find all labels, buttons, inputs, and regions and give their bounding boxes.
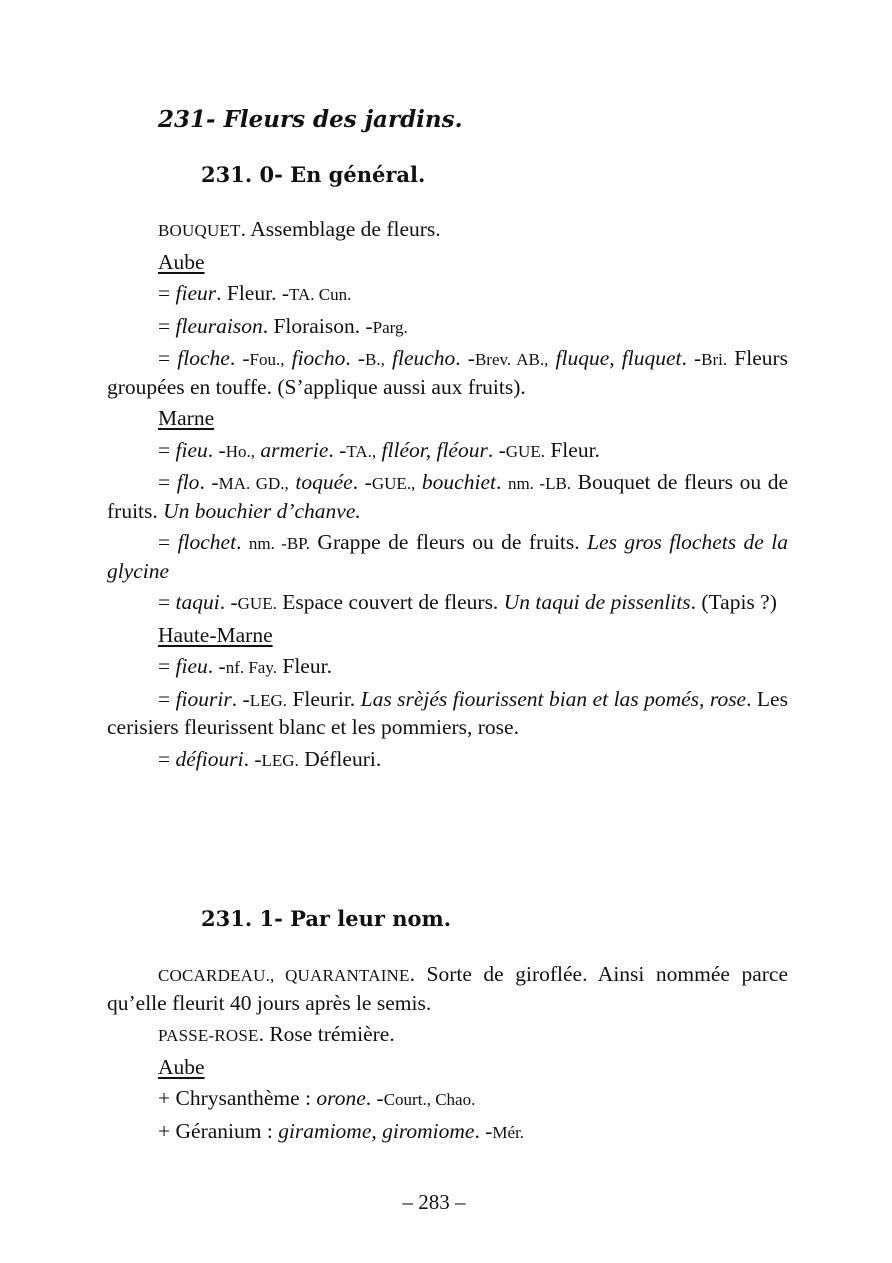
heading-1: 231- Fleurs des jardins. xyxy=(158,106,463,133)
entry-taqui: = taqui. -GUE. Espace couvert de fleurs. Un taqui de pissenlits. (Tapis ?) xyxy=(158,590,777,614)
entry-fieu-marne: = fieu. -Ho., armerie. -TA., flléor, fléour. -GUE. Fleur. xyxy=(158,437,600,462)
entry-chrysantheme: + Chrysanthème : orone. -Court., Chao. xyxy=(158,1086,476,1110)
entry-fieu-hm: = fieu. -nf. Fay. Fleur. xyxy=(158,654,332,678)
entry-flochet: = flochet. nm. -BP. Grappe de fleurs ou de fruits. Les gros flochets de la glycine xyxy=(107,530,788,583)
region-haute-marne: Haute-Marne xyxy=(158,622,273,647)
section-general xyxy=(107,216,788,774)
entry-flo: = flo. -MA. GD., toquée. -GUE., bouchiet. nm. -LB. Bouquet de fleurs ou de fruits. Un bouchier d’chanve. xyxy=(107,470,788,523)
entry-geranium: + Géranium : giramiome, giromiome. -Mér. xyxy=(158,1118,525,1143)
entry-passe-rose: PASSE-ROSE. Rose trémière. xyxy=(158,1022,395,1046)
heading-2-general: 231. 0- En général. xyxy=(201,162,426,187)
region-aube-2: Aube xyxy=(158,1054,205,1079)
entry-defiouri: = défiouri. -LEG. Défleuri. xyxy=(158,746,382,771)
entry-cocardeau: COCARDEAU., QUARANTAINE. Sorte de giroflée. Ainsi nommée parce qu’elle fleurit 40 jours après le semis. xyxy=(107,962,788,1015)
entry-fiourir: = fiourir. -LEG. Fleurir. Las srèjés fiourissent bian et las pomés, rose. Les cerisiers fleurissent blanc et les pommiers, rose. xyxy=(107,686,788,739)
section-by-name xyxy=(107,961,788,1146)
entry-fleuraison: = fleuraison. Floraison. -Parg. xyxy=(158,313,408,338)
heading-2-name: 231. 1- Par leur nom. xyxy=(201,906,452,931)
region-marne: Marne xyxy=(158,406,215,430)
entry-floche: = floche. -Fou., fiocho. -B., fleucho. -Brev. AB., fluque, fluquet. -Bri. Fleurs groupées en touffe. (S’applique aussi aux fruits). xyxy=(107,346,789,399)
region-aube: Aube xyxy=(158,249,205,274)
entry-bouquet: BOUQUET. Assemblage de fleurs. xyxy=(158,217,441,241)
entry-fieur: = fieur. Fleur. -TA. Cun. xyxy=(158,281,352,305)
page-number: – 283 – xyxy=(402,1190,466,1214)
